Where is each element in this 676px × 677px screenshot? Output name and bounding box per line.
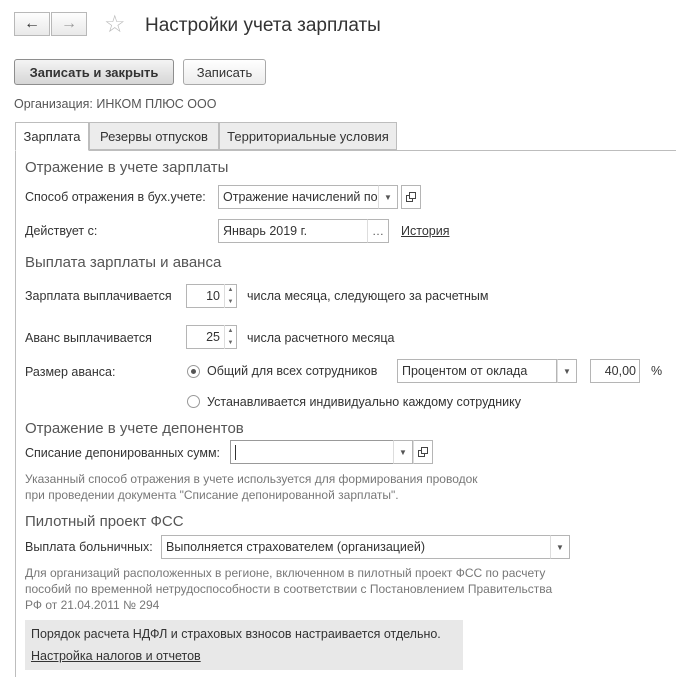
percent-unit: % [651,364,663,378]
arrow-left-icon: ← [24,15,40,32]
organization-line [14,97,216,111]
advance-size-label: Размер аванса: [25,365,116,379]
tax-settings-link[interactable]: Настройка налогов и отчетов [31,649,201,663]
tab-panel-border [15,150,676,151]
salary-day-label: Зарплата выплачивается [25,289,172,303]
deposit-open-button[interactable] [413,440,433,464]
ellipsis-icon: … [372,224,384,238]
up-icon: ▲ [227,287,234,293]
tax-settings-info: Порядок расчета НДФЛ и страховых взносов настраивается отдельно. [31,627,441,641]
advance-method-select[interactable]: Процентом от оклада [397,359,557,383]
tab-territorial-conditions[interactable]: Территориальные условия [219,122,397,150]
organization-label: Организация: [14,97,93,111]
method-label: Способ отражения в бух.учете: [25,190,206,204]
chevron-down-icon: ▼ [399,447,407,457]
method-dropdown-button[interactable] [378,185,398,209]
advance-day-stepper[interactable] [224,325,236,349]
organization-value: ИНКОМ ПЛЮС ООО [96,97,217,111]
salary-day-input[interactable]: 10 [186,284,237,308]
fss-note [25,565,552,613]
radio-common-label[interactable]: Общий для всех сотрудников [207,364,378,378]
advance-percent-input[interactable]: 40,00 [590,359,640,383]
tab-panel-left-border [15,150,16,677]
tab-vacation-reserves[interactable]: Резервы отпусков [89,122,219,150]
history-link[interactable]: История [401,224,450,238]
back-button[interactable] [14,12,50,36]
method-open-button[interactable] [401,185,421,209]
advance-method-dropdown-button[interactable] [557,359,577,383]
advance-day-input[interactable]: 25 [186,325,237,349]
tab-salary[interactable]: Зарплата [15,122,89,151]
fss-note-line: Для организаций расположенных в регионе, включенном в пилотный проект ФСС по расчету [25,566,546,580]
fss-note-line: пособий по временной нетрудоспособности в соответствии с Постановлением Правительства [25,582,553,596]
deposit-note-line: Указанный способ отражения в учете используется для формирования проводок [25,472,478,486]
date-field[interactable]: Январь 2019 г. [218,219,368,243]
salary-day-stepper[interactable] [224,284,236,308]
chevron-down-icon: ▼ [563,366,571,376]
date-select-button[interactable] [367,219,389,243]
salary-day-suffix: числа месяца, следующего за расчетным [247,289,489,303]
save-button[interactable]: Записать [183,59,266,85]
advance-day-label: Аванс выплачивается [25,331,152,345]
deposit-note-line: при проведении документа "Списание депонированной зарплаты". [25,488,399,502]
deposit-note [25,471,478,503]
forward-button[interactable] [51,12,87,36]
section-title-salary-payment: Выплата зарплаты и аванса [25,254,222,271]
method-field[interactable]: Отражение начислений по [218,185,379,209]
sick-pay-select[interactable]: Выполняется страхователем (организацией) [161,535,551,559]
up-icon: ▲ [227,328,234,334]
save-and-close-button[interactable]: Записать и закрыть [14,59,174,85]
fss-note-line: РФ от 21.04.2011 № 294 [25,598,160,612]
section-title-salary-accounting: Отражение в учете зарплаты [25,159,229,176]
section-title-fss-pilot: Пилотный проект ФСС [25,513,184,530]
sick-pay-label: Выплата больничных: [25,540,153,554]
section-title-depositors: Отражение в учете депонентов [25,420,244,437]
deposit-writeoff-label: Списание депонированных сумм: [25,446,221,460]
down-icon: ▼ [227,340,234,346]
deposit-dropdown-button[interactable] [393,440,413,464]
favorite-star-icon[interactable]: ☆ [104,11,126,38]
sick-pay-dropdown-button[interactable] [550,535,570,559]
open-window-icon [418,447,428,457]
chevron-down-icon: ▼ [384,192,392,202]
page-title: Настройки учета зарплаты [145,15,381,36]
text-cursor [235,445,236,460]
radio-common[interactable] [187,365,200,378]
tax-settings-panel [25,620,463,670]
radio-individual-label[interactable]: Устанавливается индивидуально каждому сотруднику [207,395,521,409]
advance-day-suffix: числа расчетного месяца [247,331,395,345]
date-label: Действует с: [25,224,98,238]
deposit-writeoff-field[interactable] [230,440,394,464]
radio-individual[interactable] [187,395,200,408]
chevron-down-icon: ▼ [556,542,564,552]
open-window-icon [406,192,416,202]
down-icon: ▼ [227,299,234,305]
arrow-right-icon: → [61,15,77,32]
